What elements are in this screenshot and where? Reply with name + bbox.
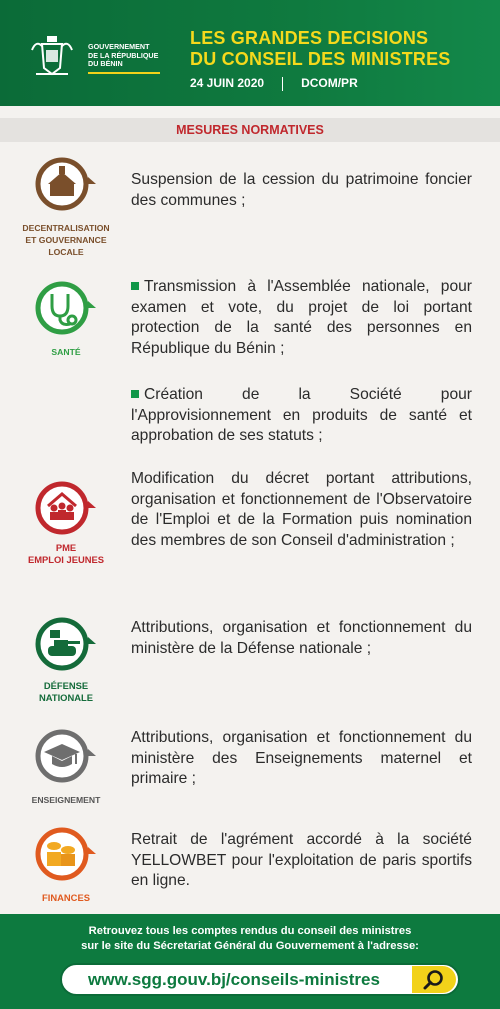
category-decentralisation: DECENTRALISATION ET GOUVERNANCE LOCALE	[22, 223, 110, 257]
tank-icon	[32, 612, 96, 676]
section-title: MESURES NORMATIVES	[176, 123, 324, 137]
category-defense: DÉFENSE NATIONALE	[39, 680, 93, 703]
coins-icon	[32, 822, 96, 886]
measure-text: Modification du décret portant attributions, organisation et fonctionnement de l'Observatoire de l'Emploi et de la Formation puis nomination des membres de son Conseil d'administration ;	[131, 470, 472, 549]
people-icon	[32, 476, 96, 540]
measure-text: Attributions, organisation et fonctionnement du ministère de la Défense nationale ;	[131, 619, 472, 657]
measure-text: Création de la Société pour l'Approvisionnement en produits de santé et approbation de ses statuts ;	[131, 386, 472, 445]
date-source-line	[190, 76, 358, 91]
search-icon	[412, 966, 456, 993]
stethoscope-icon	[32, 276, 96, 340]
source: DCOM/PR	[301, 76, 358, 90]
measure-text: Suspension de la cession du patrimoine foncier des communes ;	[131, 171, 472, 209]
category-enseignement: ENSEIGNEMENT	[31, 795, 101, 805]
measure-text: Retrait de l'agrément accordé à la société YELLOWBET pour l'exploitation de paris sportifs en ligne.	[131, 831, 472, 890]
coat-of-arms-icon	[28, 34, 76, 80]
measure-text: Attributions, organisation et fonctionnement du ministère des Enseignements maternel et primaire ;	[131, 729, 472, 788]
category-sante: SANTÉ	[51, 347, 81, 357]
website-link[interactable]: www.sgg.gouv.bj/conseils-ministres	[88, 970, 380, 989]
graduation-cap-icon	[32, 724, 96, 788]
town-hall-icon	[32, 152, 96, 216]
divider	[282, 77, 283, 91]
page-title: LES GRANDES DECISIONS DU CONSEIL DES MINISTRES	[190, 28, 451, 69]
measure-text: Transmission à l'Assemblée nationale, pour examen et vote, du projet de loi portant protection de la santé des personnes en République du Bénin ;	[131, 278, 472, 357]
gov-underline	[88, 72, 160, 74]
search-button[interactable]	[412, 966, 456, 993]
category-pme-emploi: PME EMPLOI JEUNES	[27, 542, 105, 565]
category-finances: FINANCES	[42, 892, 90, 903]
bullet-icon	[131, 282, 139, 290]
bullet-icon	[131, 390, 139, 398]
footer-text: Retrouvez tous les comptes rendus du conseil des ministres sur le site du Sécretariat Général du Gouvernement à l'adresse:	[81, 925, 419, 952]
government-name: GOUVERNEMENT DE LA RÉPUBLIQUE DU BÉNIN	[88, 42, 159, 69]
date: 24 JUIN 2020	[190, 76, 265, 90]
